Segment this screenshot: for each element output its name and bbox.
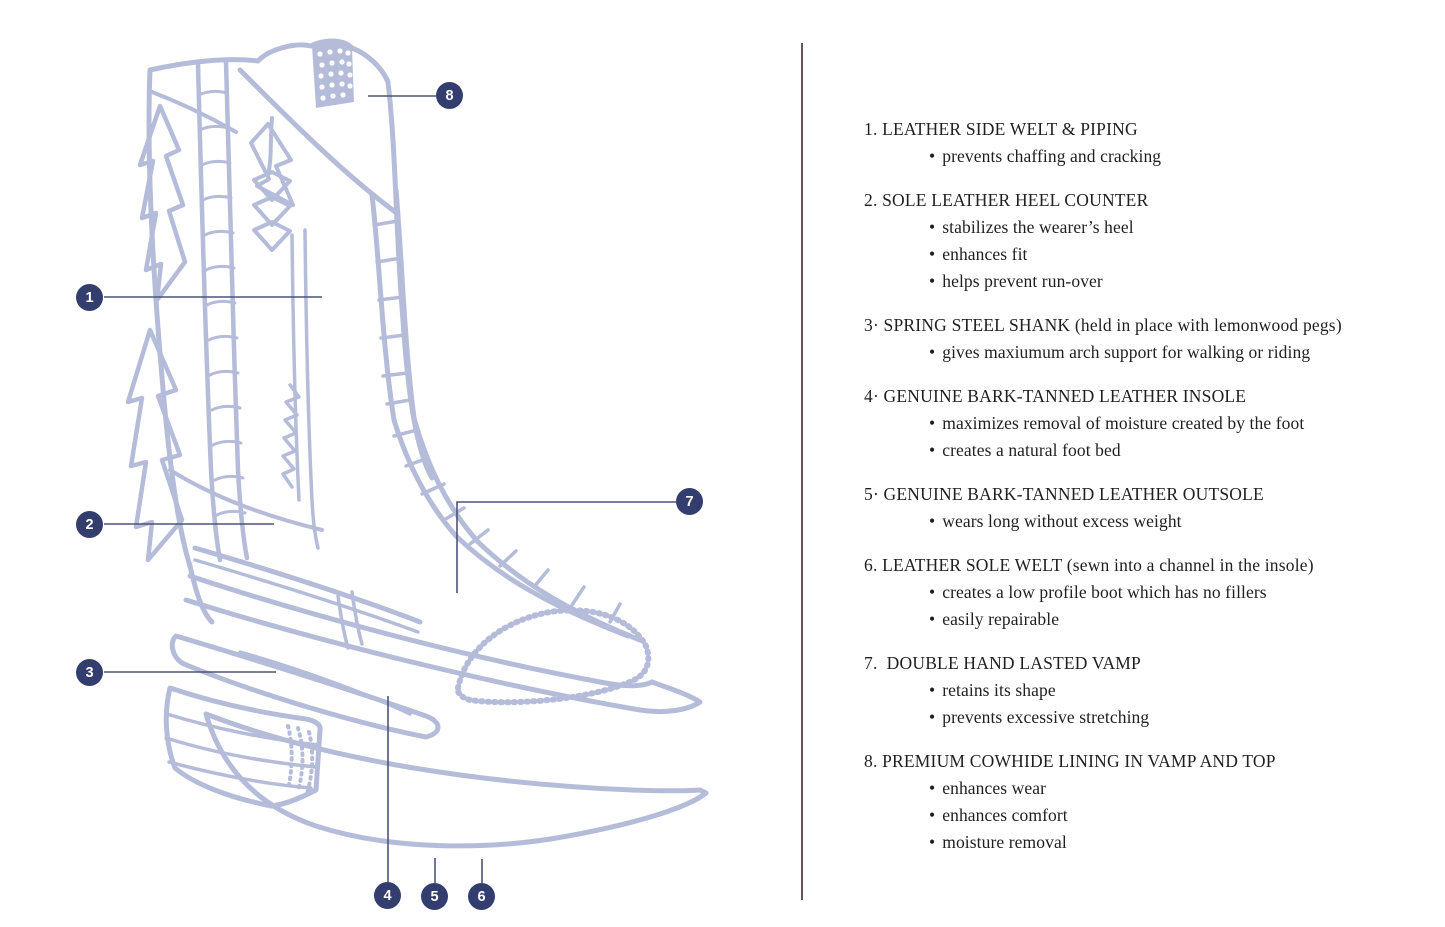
marker-badge-8: 8 [436, 82, 463, 109]
bullet-text: wears long without excess weight [942, 511, 1182, 531]
bullet-text: creates a natural foot bed [942, 440, 1121, 460]
feature-title: 6. LEATHER SOLE WELT (sewn into a channel in the insole) [864, 555, 1314, 575]
boot-back-heel-curve [190, 566, 212, 622]
bullet-text: gives maxiumum arch support for walking or riding [942, 342, 1311, 362]
boot-sketch [128, 40, 706, 846]
feature-bullet [864, 704, 1439, 731]
panel-divider [801, 43, 803, 900]
boot-side-seam-right [226, 62, 247, 558]
leader-line-7 [457, 502, 676, 593]
feature-title: 1. LEATHER SIDE WELT & PIPING [864, 119, 1138, 139]
feature-item-6 [864, 552, 1439, 633]
bullet-glyph: • [929, 342, 936, 362]
marker-badge-1: 1 [76, 284, 103, 311]
feature-item-8 [864, 748, 1439, 856]
bullet-glyph: • [929, 805, 936, 825]
bullet-glyph: • [929, 778, 936, 798]
boot-heel-stipple [288, 726, 312, 794]
bullet-glyph: • [929, 832, 936, 852]
bullet-glyph: • [929, 582, 936, 602]
feature-item-5 [864, 481, 1439, 535]
bullet-text: retains its shape [942, 680, 1056, 700]
boot-shaft-left-edge [149, 70, 190, 566]
bullet-glyph: • [929, 707, 936, 727]
feature-bullet [864, 802, 1439, 829]
feature-title: 5· GENUINE BARK-TANNED LEATHER OUTSOLE [864, 484, 1264, 504]
marker-badge-7: 7 [676, 488, 703, 515]
boot-vamp-throat-echo [195, 560, 418, 632]
bullet-text: maximizes removal of moisture created by the foot [942, 413, 1305, 433]
bullet-glyph: • [929, 146, 936, 166]
feature-bullet [864, 775, 1439, 802]
marker-badge-5: 5 [421, 883, 448, 910]
feature-item-1 [864, 116, 1439, 170]
boot-outsole [206, 714, 706, 846]
feature-bullet [864, 339, 1439, 366]
bullet-glyph: • [929, 217, 936, 237]
marker-badge-2: 2 [76, 511, 103, 538]
bullet-glyph: • [929, 440, 936, 460]
bullet-glyph: • [929, 609, 936, 629]
feature-title: 8. PREMIUM COWHIDE LINING IN VAMP AND TOP [864, 751, 1276, 771]
feature-title: 7. DOUBLE HAND LASTED VAMP [864, 653, 1141, 673]
bullet-text: moisture removal [942, 832, 1067, 852]
feature-title: 4· GENUINE BARK-TANNED LEATHER INSOLE [864, 386, 1247, 406]
feature-bullet [864, 241, 1439, 268]
feature-title: 2. SOLE LEATHER HEEL COUNTER [864, 190, 1149, 210]
bullet-text: easily repairable [942, 609, 1060, 629]
boot-piping-band-outer [396, 190, 640, 640]
boot-sole-top-edge [190, 576, 652, 686]
bullet-glyph: • [929, 244, 936, 264]
feature-item-7 [864, 650, 1439, 731]
feature-bullet [864, 410, 1439, 437]
bullet-glyph: • [929, 271, 936, 291]
bullet-text: enhances wear [942, 778, 1047, 798]
boot-insole-piece [172, 636, 438, 737]
feature-title: 3· SPRING STEEL SHANK (held in place with lemonwood pegs) [864, 315, 1342, 335]
feature-bullet [864, 579, 1439, 606]
feature-bullet [864, 677, 1439, 704]
boot-lightning-bolt-lower [128, 330, 182, 560]
feature-bullet [864, 214, 1439, 241]
feature-list [864, 116, 1439, 873]
feature-bullet [864, 829, 1439, 856]
feature-bullet [864, 508, 1439, 535]
bullet-glyph: • [929, 680, 936, 700]
bullet-text: enhances fit [942, 244, 1028, 264]
boot-quarter-seam [292, 230, 318, 548]
bullet-text: helps prevent run-over [942, 271, 1103, 291]
bullet-text: creates a low profile boot which has no fillers [942, 582, 1267, 602]
bullet-text: prevents excessive stretching [942, 707, 1150, 727]
feature-item-3 [864, 312, 1439, 366]
bullet-glyph: • [929, 413, 936, 433]
feature-item-4 [864, 383, 1439, 464]
feature-bullet [864, 606, 1439, 633]
bullet-text: stabilizes the wearer’s heel [942, 217, 1134, 237]
bullet-text: enhances comfort [942, 805, 1068, 825]
feature-bullet [864, 143, 1439, 170]
feature-bullet [864, 268, 1439, 295]
marker-badge-3: 3 [76, 659, 103, 686]
feature-item-2 [864, 187, 1439, 295]
marker-badge-4: 4 [374, 882, 401, 909]
boot-piping-band-inner [372, 195, 628, 636]
feature-bullet [864, 437, 1439, 464]
marker-badge-6: 6 [468, 883, 495, 910]
bullet-text: prevents chaffing and cracking [942, 146, 1162, 166]
bullet-glyph: • [929, 511, 936, 531]
